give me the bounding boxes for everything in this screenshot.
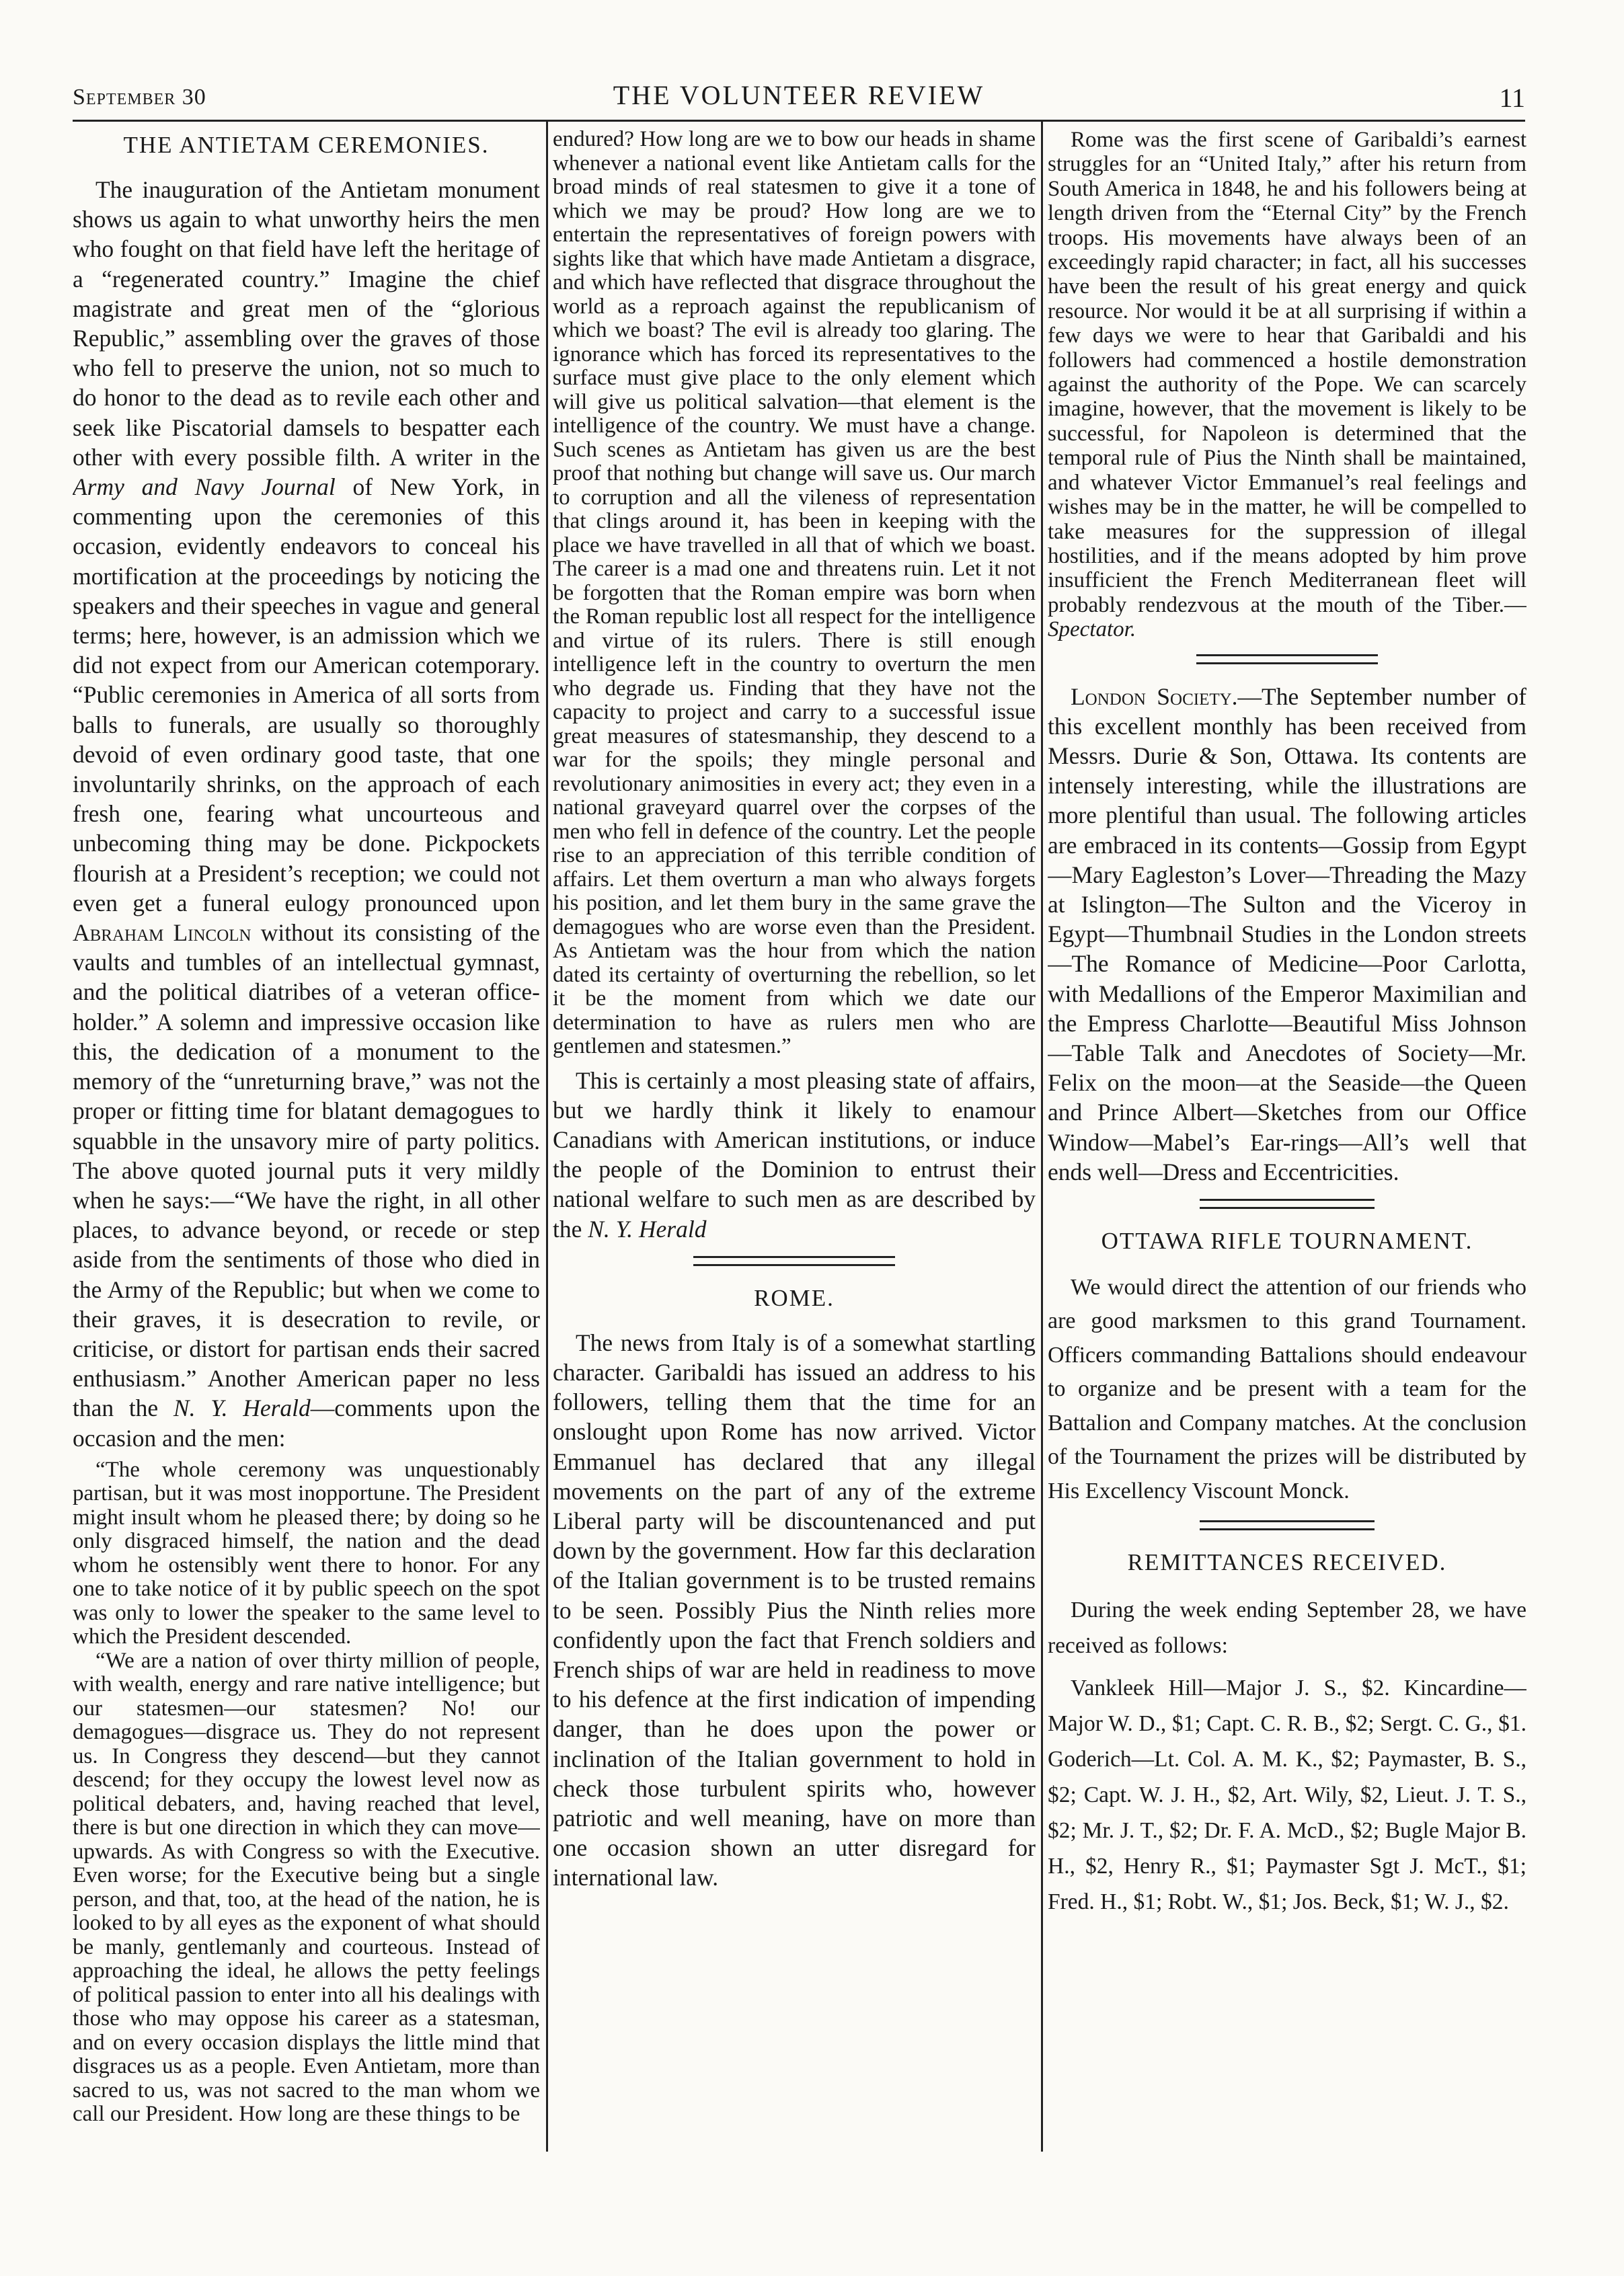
publication-title: THE VOLUNTEER REVIEW	[613, 80, 985, 110]
column-rule-2	[1041, 121, 1043, 2152]
column-1	[73, 128, 540, 2127]
section-divider	[1200, 1520, 1375, 1530]
column-rule-1	[546, 121, 548, 2152]
london-society-notice: London Society.—The September number of this excellent monthly has been received from Messrs. Durie & Son, Ottawa. Its contents are intensely interesting, while the illustrations are more plentiful than usual. The following articles are embraced in its contents—Gossip from Egypt—Mary Eagleston’s Lover—Threading the Mazy at Islington—The Sulton and the Viceroy in Egypt—Thumbnail Studies in the London streets—The Romance of Medicine—Poor Carlotta, with Medallions of the Emperor Maximilian and the Empress Charlotte—Beautiful Miss Johnson—Table Talk and Anecdotes of Society—Mr. Felix on the moon—at the Seaside—the Queen and Prince Albert—Sketches from our Office Window—Mabel’s Ear-rings—All’s well that ends well—Dress and Eccentricities.	[1048, 682, 1526, 1185]
article-title-rome: ROME.	[754, 1284, 835, 1311]
column-2	[553, 128, 1036, 1893]
rome-paragraph-1: The news from Italy is of a somewhat startling character. Garibaldi has issued an address to his followers, telling them that the time for an onslought upon Rome has now arrived. Victor Emmanuel has declared that any illegal movements on the part of any of the extreme Liberal party will be discountenanced and put down by the government. How far this declaration of the Italian government is to be trusted remains to be seen. Possibly Pius the Ninth relies more confidently upon the fact that French soldiers and French ships of war are held in readiness to move to his defence at the first indication of impending danger, than he does upon the power or inclination of the Italian government to hold in check those turbulent spirits who, however patriotic and well meaning, have on more than one occasion shown an utter disregard for international law.	[553, 1329, 1036, 1891]
herald-quote-2: “We are a nation of over thirty million of people, with wealth, energy and rare native intelligence; but our statesmen—our statesmen? No! our demagogues—disgrace us. They do not represent us. In Congress they descend—but they cannot descend; for they occupy the lowest level now as political debaters, and, having reached that level, there is but one direction in which they can move—upwards. As with Congress so with the Executive. Even worse; for the Executive being but a single person, and that, too, at the head of the nation, he is looked to by all eyes as the exponent of what should be manly, gentlemanly and courteous. Instead of approaching the ideal, he allows the petty feelings of political passion to enter into all his dealings with those who may oppose his career as a statesman, and on every occasion displays the little mind that disgraces us as a people. Even Antietam, more than sacred to us, was not sacred to the man whom we call our President. How long are these things to be	[73, 1648, 540, 2127]
header-rule	[73, 120, 1525, 122]
remittances-list: Vankleek Hill—Major J. S., $2. Kincardine—Major W. D., $1; Capt. C. R. B., $2; Sergt. C. G., $1. Goderich—Lt. Col. A. M. K., $2; Paymaster, B. S., $2; Capt. W. J. H., $2, Art. Wily, $2, Lieut. J. T. S., $2; Mr. J. T., $2; Dr. F. A. McD., $2; Bugle Major B. H., $2, Henry R., $1; Paymaster Sgt J. McT., $1; Fred. H., $1; Robt. W., $1; Jos. Beck, $1; W. J., $2.	[1048, 1676, 1526, 1915]
rome-paragraph-2: Rome was the first scene of Garibaldi’s earnest struggles for an “United Italy,” after his return from South America in 1848, he and his followers being at length driven from the “Eternal City” by the French troops. His movements have always been of an exceedingly rapid character; in fact, all his successes have been the result of his great energy and quick resource. Nor would it be at all surprising if within a few days we were to hear that Garibaldi and his followers had commenced a hostile demonstration against the authority of the Pope. We can scarcely imagine, however, that the movement is likely to be successful, for Napoleon is determined that the temporal rule of Pius the Ninth shall be maintained, and whatever Victor Emmanuel’s real feelings and wishes may be in the matter, he will be compelled to take measures for the suppression of illegal hostilities, and if the means adopted by him prove insufficient the French Mediterranean fleet will probably rendezvous at the mouth of the Tiber.—Spectator.	[1048, 128, 1526, 642]
section-divider	[1196, 654, 1378, 664]
ottawa-notice: We would direct the attention of our friends who are good marksmen to this grand Tournament. Officers commanding Battalions should endeavour to organize and be present with a team for the Battalion and Company matches. At the conclusion of the Tournament the prizes will be distributed by His Excellency Viscount Monck.	[1048, 1274, 1526, 1503]
article-title-antietam: THE ANTIETAM CEREMONIES.	[123, 132, 490, 158]
issue-date: September 30	[73, 85, 206, 110]
antietam-paragraph: The inauguration of the Antietam monument shows us again to what unworthy heirs the men who fought on that field have left the heritage of a “regenerated country.” Imagine the chief magistrate and great men of the “glorious Republic,” assembling over the graves of those who fell to preserve the union, not so much to do honor to the dead as to revile each other and seek like Piscatorial damsels to bespatter each other with every possible filth. A writer in the Army and Navy Journal of New York, in commenting upon the ceremonies of this occasion, evidently endeavors to conceal his mortification at the proceedings by noticing the speakers and their speeches in vague and general terms; here, however, is an admission which we did not expect from our American cotemporary. “Public ceremonies in America of all sorts from balls to funerals, are usually so thoroughly devoid of even ordinary good taste, that one involuntarily shrinks, on the approach of each fresh one, fearing what uncourteous and unbecoming thing may be done. Pickpockets flourish at a President’s reception; we could not even get a funeral eulogy pronounced upon Abraham Lincoln without its consisting of the vaults and tumbles of an intellectual gymnast, and the political diatribes of a veteran office-holder.” A solemn and impressive occasion like this, the dedication of a monument to the memory of the “unreturning brave,” was not the proper or fitting time for blatant demagogues to squabble in the unsavory mire of party politics. The above quoted journal puts it very mildly when he says:—“We have the right, in all other places, to advance beyond, or recede or step aside from the sentiments of those who died in the Army of the Republic; but when we come to their graves, it is desecration to revile, or criticise, or distort for partisan ends their sacred enthusiasm.” Another American paper no less than the N. Y. Herald—comments upon the occasion and the men:	[73, 176, 540, 1452]
antietam-closing-paragraph: This is certainly a most pleasing state of affairs, but we hardly think it likely to enamour Canadians with American institutions, or induce the people of the Dominion to entrust their national welfare to such men as are described by the N. Y. Herald	[553, 1066, 1036, 1243]
article-title-ottawa: OTTAWA RIFLE TOURNAMENT.	[1101, 1227, 1473, 1254]
herald-quote-1: “The whole ceremony was unquestionably partisan, but it was most inopportune. The President might insult whom he pleased there; by doing so he only disgraced himself, the nation and the dead whom he ostensibly went there to honor. For any one to take notice of it by public speech on the spot was only to lower the speaker to the same level to which the President descended.	[73, 1457, 540, 1649]
article-title-remittances: REMITTANCES RECEIVED.	[1127, 1549, 1447, 1576]
herald-quote-2-continued: endured? How long are we to bow our heads in shame whenever a national event like Antietam calls for the broad minds of real statesmen to give it a tone of which we may be proud? How long are we to entertain the representatives of foreign powers with sights like that which have made Antietam a disgrace, and which have reflected that disgrace throughout the world as a reproach against the republicanism of which we boast? The evil is already too glaring. The ignorance which has forced its representatives to the surface must give place to the only element which will give us political salvation—that element is the intelligence of the country. We must have a change. Such scenes as Antietam has given us are the best proof that nothing but change will save us. Our march to corruption and all the vileness of representation that clings around it, has been in keeping with the place we have travelled in all that of which we boast. The career is a mad one and threatens ruin. Let it not be forgotten that the Roman empire was born when the Roman republic lost all respect for the intelligence and virtue of its rulers. There is still enough intelligence left in the country to overturn the men who degrade us. Finding that they have not the capacity to project and carry to a successful issue great measures of statesmanship, they descend to a war for the spoils; they mingle personal and revolutionary animosities in every act; they even in a national graveyard quarrel over the corpses of the men who fell in defence of the country. Let the people rise to an appreciation of this terrible condition of affairs. Let them overturn a man who always forgets his position, and let them bury in the same grave the demagogues who are worse even than the President. As Antietam was the hour from which the nation dated its certainty of overturning the rebellion, so let it be the moment from which we date our determination to have as rulers men who are gentlemen and statesmen.”	[553, 128, 1036, 1058]
page-header	[73, 79, 1525, 120]
section-divider	[1200, 1199, 1375, 1209]
column-3	[1048, 128, 1526, 1920]
section-divider	[693, 1256, 895, 1266]
remittances-intro: During the week ending September 28, we have received as follows:	[1048, 1598, 1526, 1659]
page-number: 11	[1499, 83, 1525, 113]
